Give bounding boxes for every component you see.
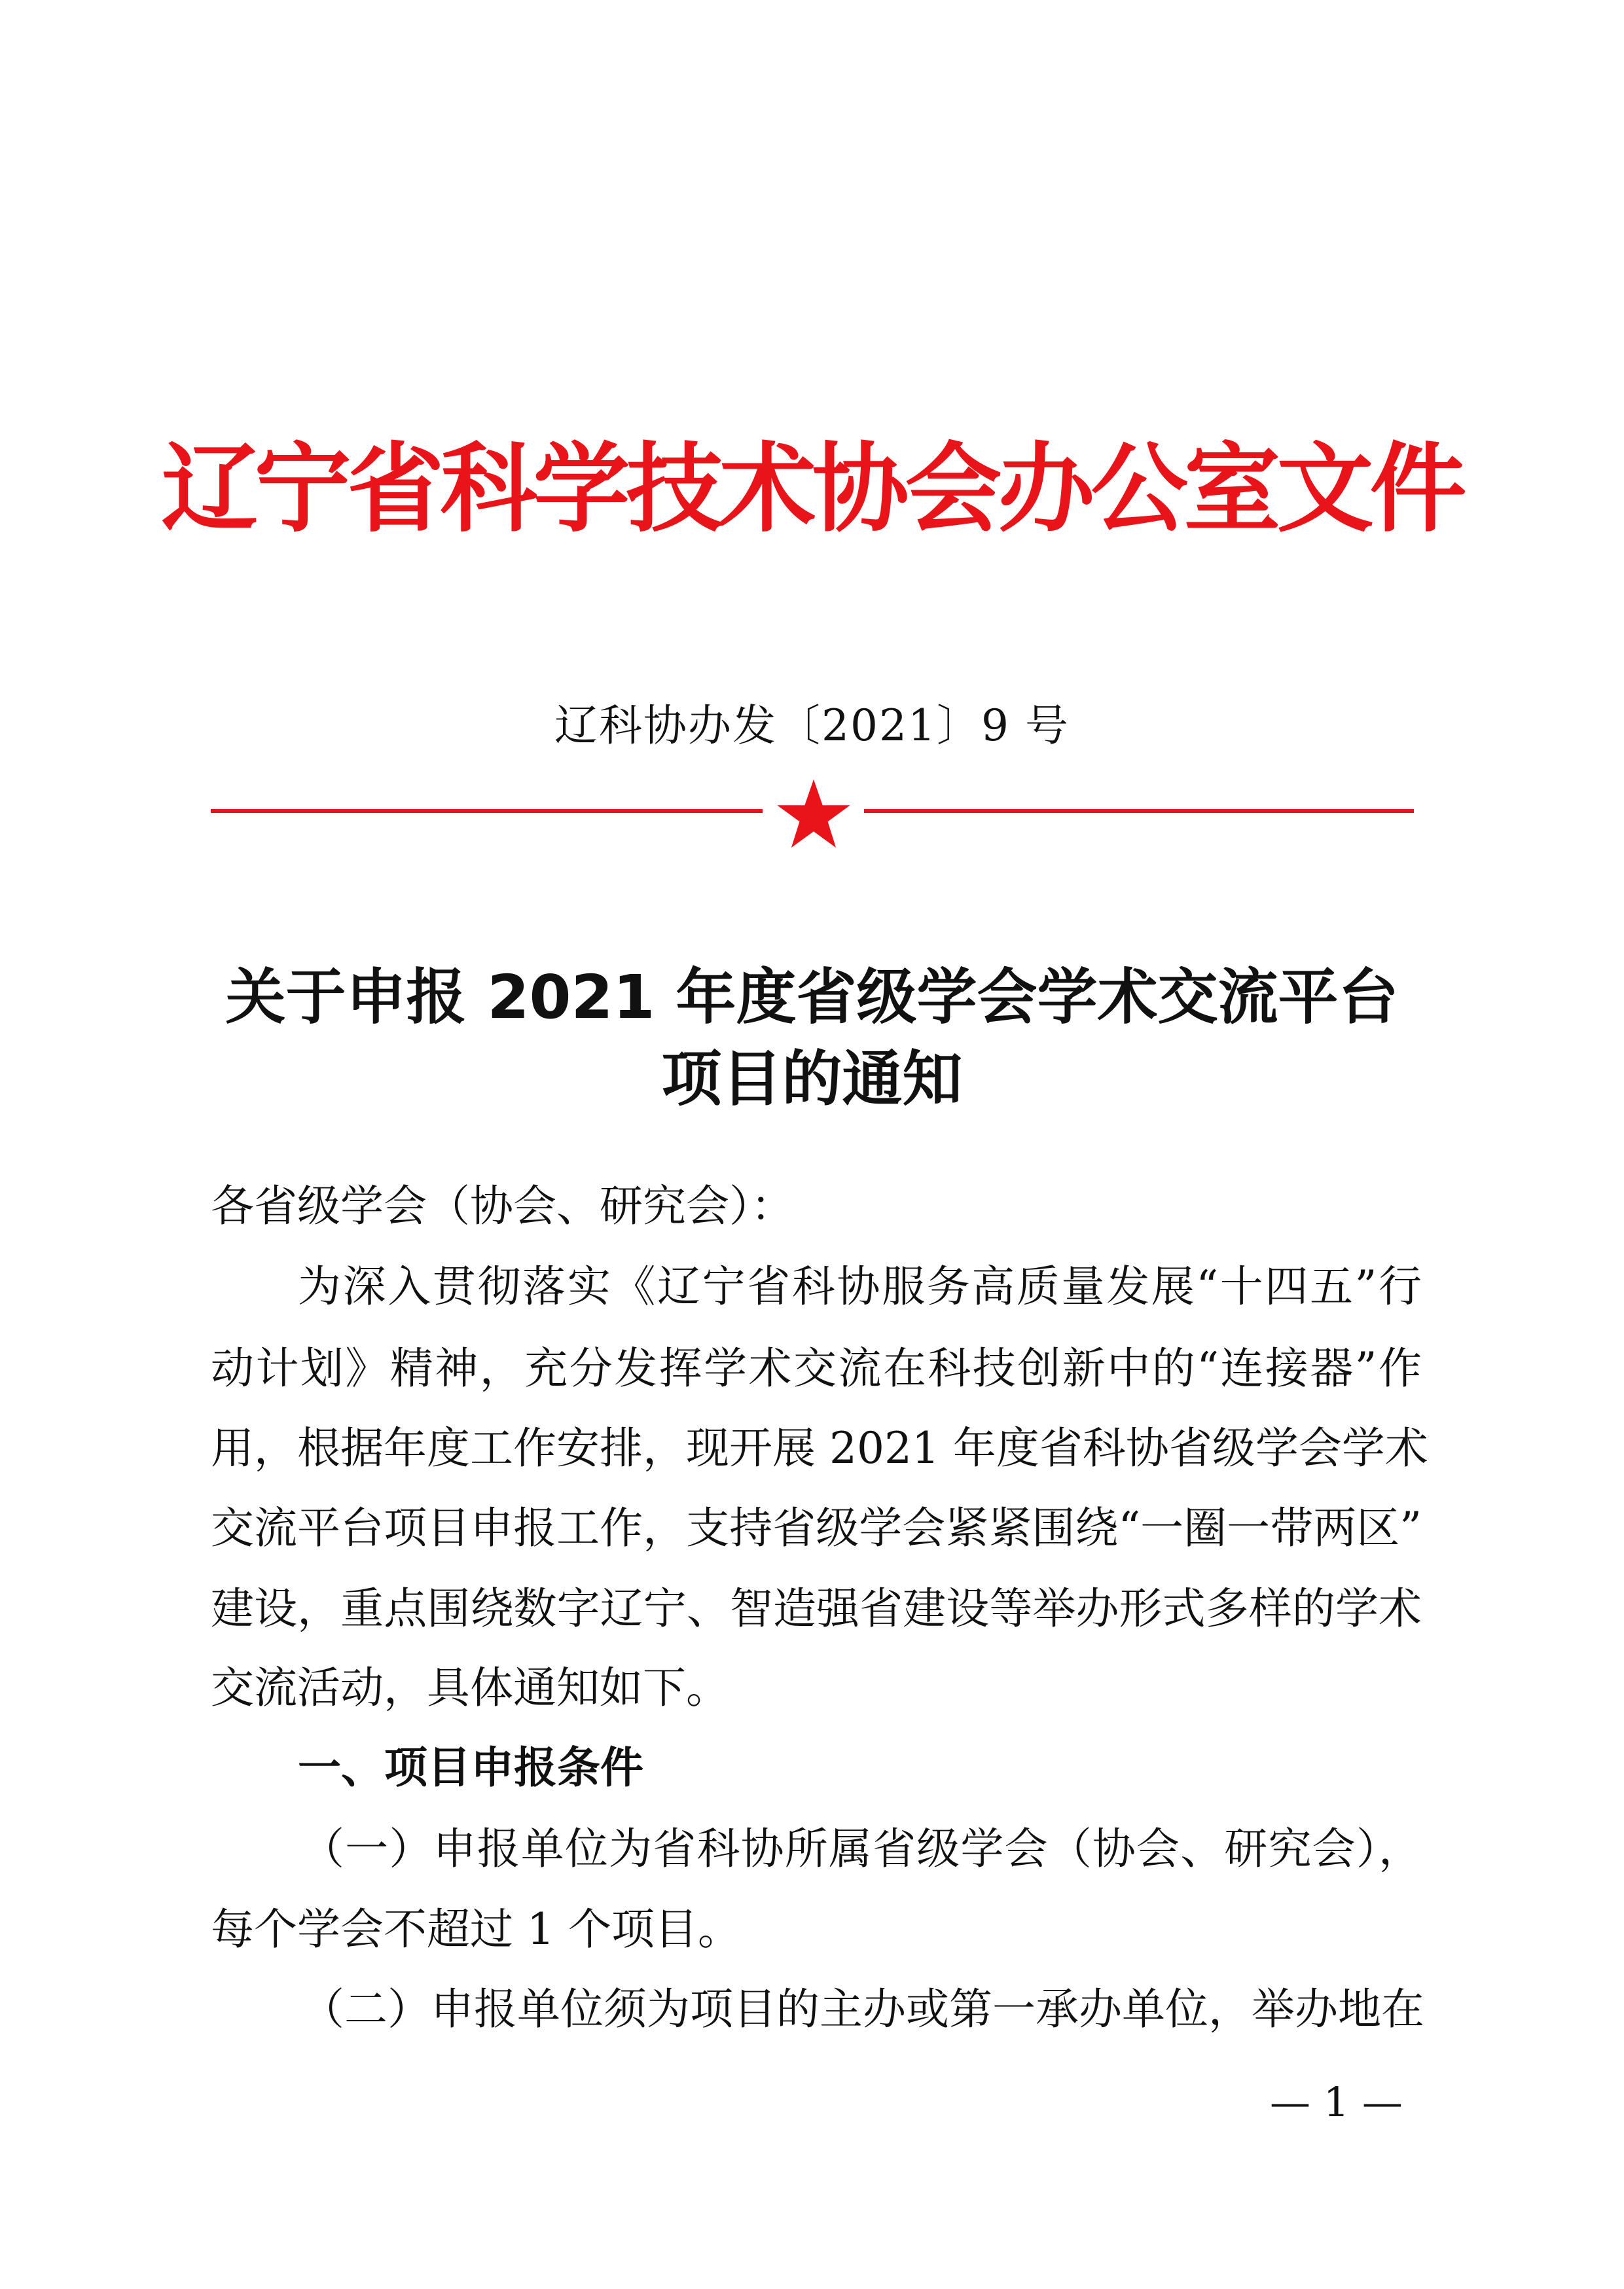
document-number: 辽科协办发〔2021〕9 号 [554, 700, 1070, 751]
intro-line-4: 交流平台项目申报工作，支持省级学会紧紧围绕“一圈一带两区” [211, 1503, 1422, 1553]
salutation: 各省级学会（协会、研究会）： [211, 1181, 794, 1231]
masthead-title: 辽宁省科学技术协会办公室文件 [161, 433, 1463, 545]
intro-line-1: 为深入贯彻落实《辽宁省科协服务高质量发展“十四五”行 [298, 1261, 1422, 1312]
item-2-line-1: （二）申报单位须为项目的主办或第一承办单位，举办地在 [301, 1984, 1424, 2034]
section-1-heading: 一、项目申报条件 [298, 1742, 643, 1793]
notice-title-line-2: 项目的通知 [661, 1044, 963, 1114]
page-number: — 1 — [1270, 2078, 1403, 2126]
item-1-line-1: （一）申报单位为省科协所属省级学会（协会、研究会）， [301, 1824, 1422, 1874]
item-1-line-2: 每个学会不超过 1 个项目。 [211, 1904, 741, 1955]
red-divider-left [211, 809, 763, 813]
intro-line-6: 交流活动，具体通知如下。 [211, 1663, 729, 1713]
notice-title-line-1: 关于申报 2021 年度省级学会学术交流平台 [225, 962, 1399, 1032]
intro-line-2: 动计划》精神，充分发挥学术交流在科技创新中的“连接器”作 [211, 1343, 1422, 1394]
intro-line-3: 用，根据年度工作安排，现开展 2021 年度省科协省级学会学术 [211, 1423, 1428, 1473]
red-star-icon [776, 778, 852, 851]
intro-line-5: 建设，重点围绕数字辽宁、智造强省建设等举办形式多样的学术 [211, 1583, 1422, 1634]
red-divider-right [864, 809, 1414, 813]
